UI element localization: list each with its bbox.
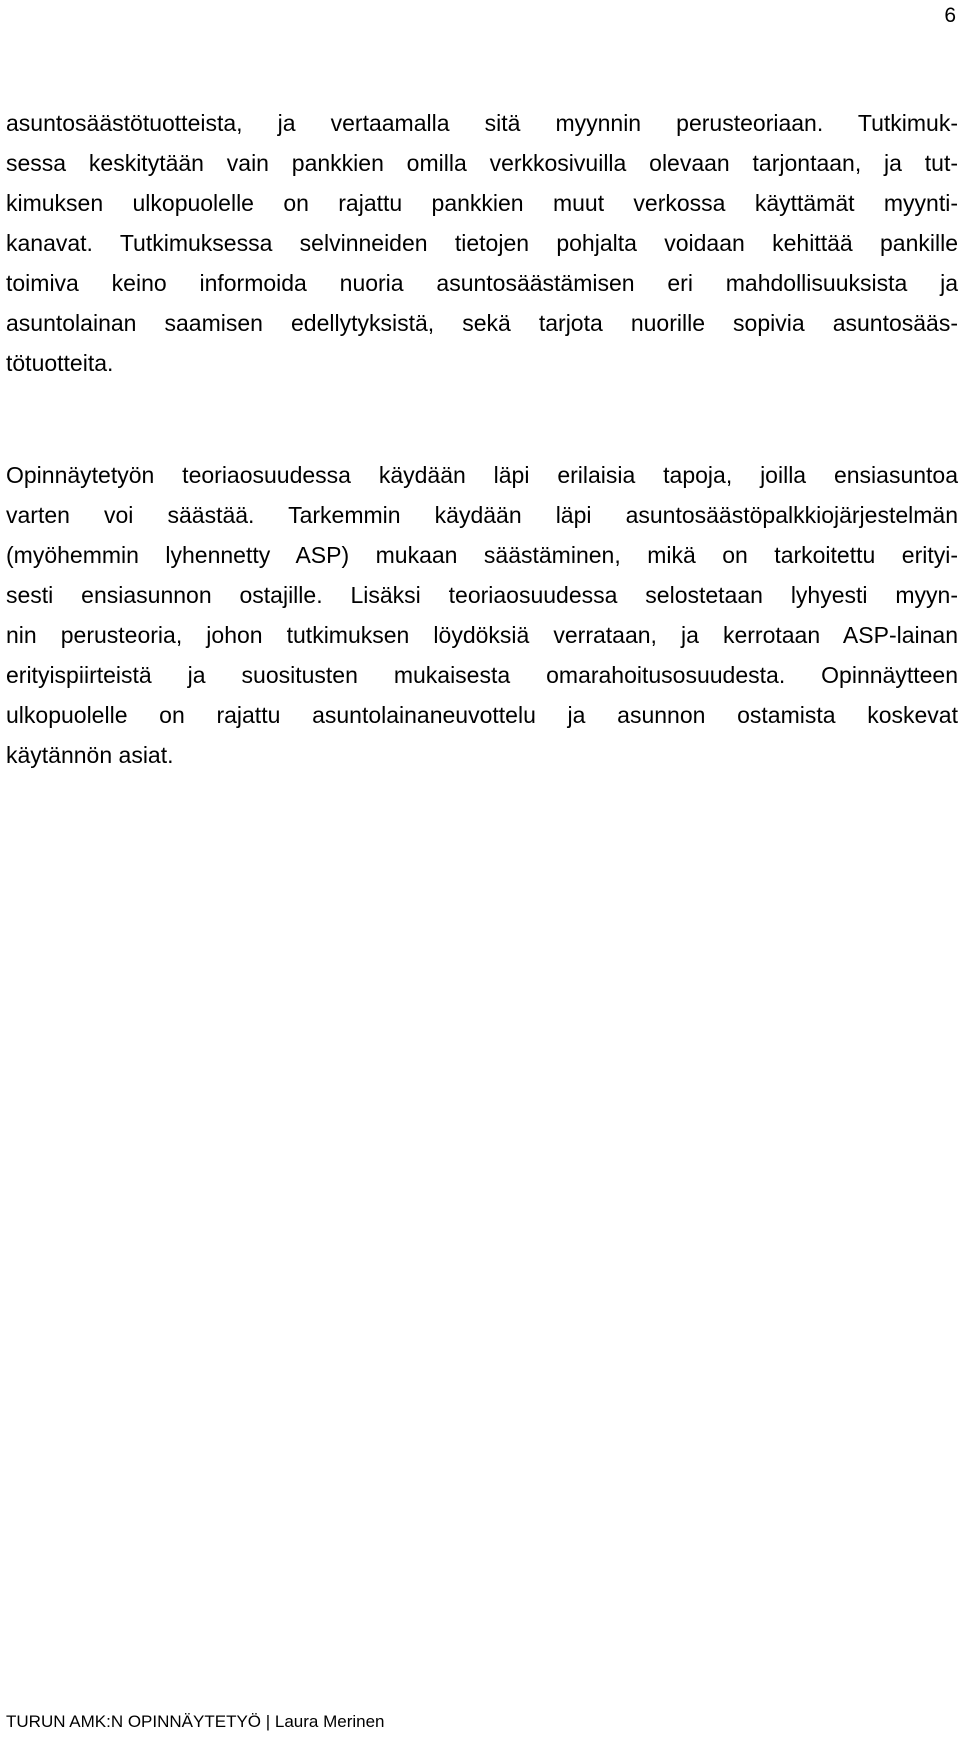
text-line: nin perusteoria, johon tutkimuksen löydöksiä verrataan, ja kerrotaan ASP-lainan [6,622,958,648]
page-number: 6 [944,4,956,27]
text-line: Opinnäytetyön teoriaosuudessa käydään läpi erilaisia tapoja, joilla ensiasuntoa [6,462,958,488]
text-line: (myöhemmin lyhennetty ASP) mukaan säästäminen, mikä on tarkoitettu erityi- [6,542,958,568]
text-line: kimuksen ulkopuolelle on rajattu pankkien muut verkossa käyttämät myynti- [6,190,958,216]
text-line: käytännön asiat. [6,742,174,768]
text-line: tötuotteita. [6,350,114,376]
text-line: ulkopuolelle on rajattu asuntolainaneuvottelu ja asunnon ostamista koskevat [6,702,958,728]
text-line: sessa keskitytään vain pankkien omilla verkkosivuilla olevaan tarjontaan, ja tut- [6,150,958,176]
text-line: sesti ensiasunnon ostajille. Lisäksi teoriaosuudessa selostetaan lyhyesti myyn- [6,582,958,608]
text-line: asuntolainan saamisen edellytyksistä, sekä tarjota nuorille sopivia asuntosääs- [6,310,958,336]
text-line: erityispiirteistä ja suositusten mukaisesta omarahoitusosuudesta. Opinnäytteen [6,662,958,688]
text-line: varten voi säästää. Tarkemmin käydään läpi asuntosäästöpalkkiojärjestelmän [6,502,958,528]
text-line: asuntosäästötuotteista, ja vertaamalla sitä myynnin perusteoriaan. Tutkimuk- [6,110,958,136]
text-line: kanavat. Tutkimuksessa selvinneiden tietojen pohjalta voidaan kehittää pankille [6,230,958,256]
text-line: toimiva keino informoida nuoria asuntosäästämisen eri mahdollisuuksista ja [6,270,958,296]
paragraph-scope [6,103,958,383]
page-footer: TURUN AMK:N OPINNÄYTETYÖ | Laura Merinen [6,1712,385,1731]
paragraph-theory [6,455,958,775]
